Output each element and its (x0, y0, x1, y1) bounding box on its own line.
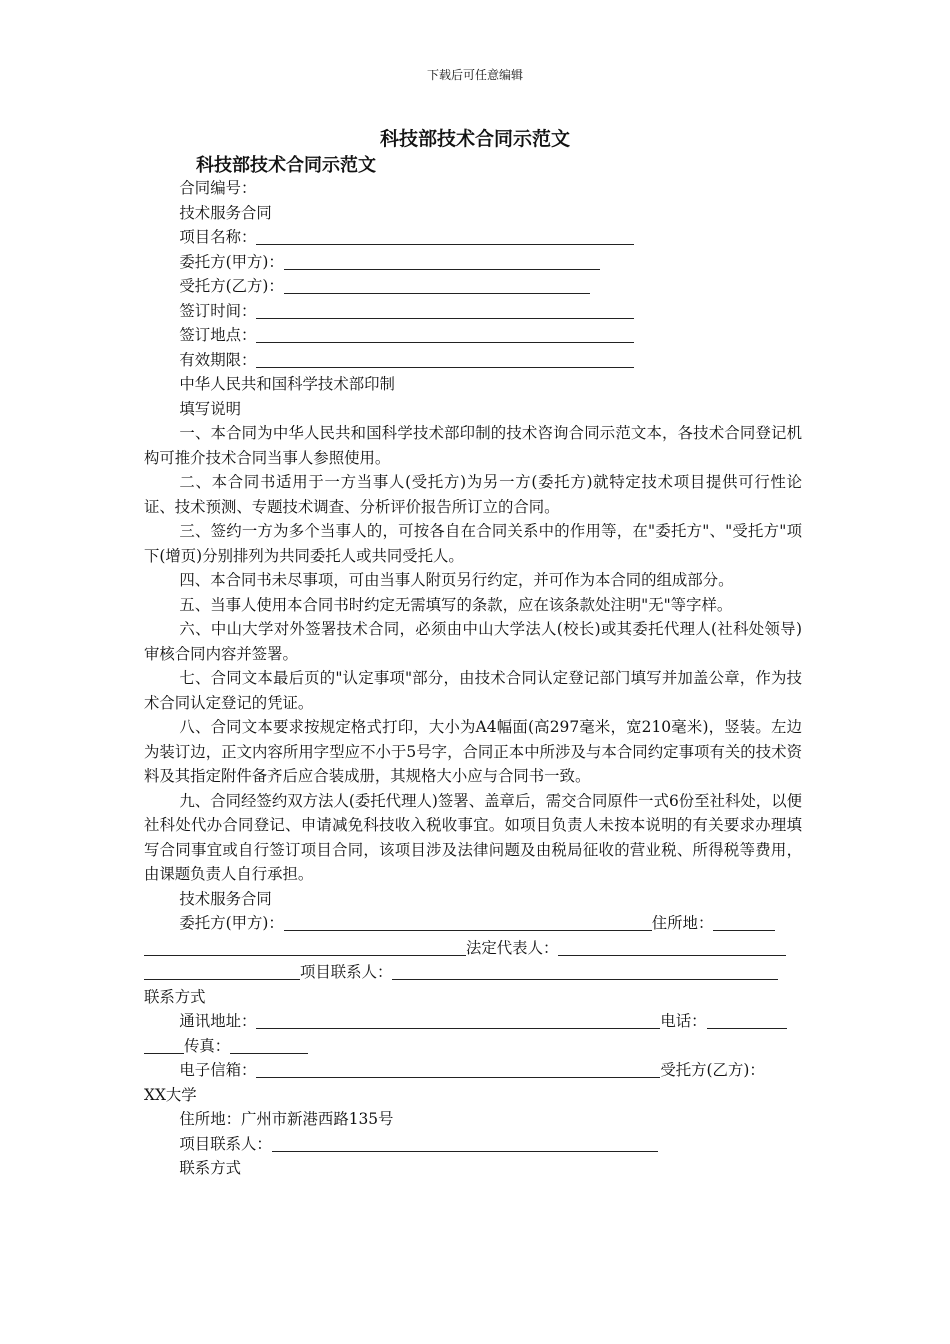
project-name-blank (256, 228, 634, 245)
contractor-blank (284, 277, 590, 294)
sign-place-line (144, 323, 802, 348)
form-mail-blank (256, 1012, 660, 1029)
contract-type-2: 技术服务合同 (179, 889, 272, 908)
form-address-blank (713, 914, 775, 931)
instruction-paragraph: 九、合同经签约双方法人(委托代理人)签署、盖章后，需交合同原件一式6份至社科处，以便社科处代办合同登记、申请减免科技收入税收事宜。如项目负责人未按本说明的有关要求办理填写合同事宜或自行签订项目合同，该项目涉及法律问题及由税局征收的营业税、所得税等费用，由课题负责人自行承担。 (144, 791, 802, 883)
form-project-contact-line-2 (144, 1132, 802, 1157)
form-phone-blank (707, 1012, 787, 1029)
client-line (144, 250, 802, 275)
client-label: 委托方(甲方)： (179, 252, 284, 271)
form-email-line (144, 1058, 802, 1083)
form-fax-label: 传真： (184, 1036, 231, 1055)
form-project-contact-line (144, 960, 802, 985)
form-address-blank-cont (144, 939, 466, 956)
form-phone-label: 电话： (660, 1012, 707, 1030)
contract-type: 技术服务合同 (179, 203, 272, 222)
valid-period-line (144, 348, 802, 373)
form-mail-line (144, 1009, 802, 1034)
instruction-paragraph: 三、签约一方为多个当事人的，可按各自在合同关系中的作用等，在"委托方"、"受托方"项下(增页)分别排列为共同委托人或共同受托人。 (144, 522, 802, 565)
form-mail-label: 通讯地址： (179, 1012, 257, 1030)
instruction-paragraph: 八、合同文本要求按规定格式打印，大小为A4幅面(高297毫米，宽210毫米)，竖装。左边为装订边，正文内容所用字型应不小于5号字，合同正本中所涉及与本合同约定事项有关的技术资料及其指定附件备齐后应合装成册，其规格大小应与合同书一致。 (144, 718, 802, 785)
instruction-paragraph: 五、当事人使用本合同书时约定无需填写的条款，应在该条款处注明"无"等字样。 (179, 595, 733, 614)
valid-period-label: 有效期限： (179, 350, 257, 369)
form-fax-line (144, 1034, 802, 1059)
document-body (144, 176, 802, 1181)
project-name-label: 项目名称： (179, 228, 257, 246)
form-address-label: 住所地： (651, 914, 714, 932)
sign-time-blank (256, 302, 634, 319)
instruction-paragraph: 二、本合同书适用于一方当事人(受托方)为另一方(委托方)就特定技术项目提供可行性论证、技术预测、专题技术调查、分析评价报告所订立的合同。 (144, 473, 802, 516)
sign-place-blank (256, 326, 634, 343)
form-fax-blank (230, 1037, 308, 1054)
sign-time-label: 签订时间： (179, 301, 257, 320)
page-header-note: 下载后可任意编辑 (426, 68, 523, 82)
instruction-paragraph: 一、本合同为中华人民共和国科学技术部印制的技术咨询合同示范文本，各技术合同登记机构可推介技术合同当事人参照使用。 (144, 424, 802, 467)
form-legal-rep-label: 法定代表人： (466, 938, 559, 957)
contract-number-line (144, 176, 802, 201)
form-contractor-label: 受托方(乙方)： (660, 1061, 765, 1079)
printer-line: 中华人民共和国科学技术部印制 (179, 375, 395, 393)
form-project-contact-blank-2 (272, 1135, 658, 1152)
client-blank (284, 253, 600, 270)
contract-number-label: 合同编号： (179, 179, 257, 197)
sign-time-line (144, 299, 802, 324)
instructions-title: 填写说明 (179, 399, 241, 418)
form-contact-method-2: 联系方式 (179, 1159, 241, 1177)
form-email-blank (256, 1061, 660, 1078)
instruction-paragraph: 七、合同文本最后页的"认定事项"部分，由技术合同认定登记部门填写并加盖公章，作为技术合同认定登记的凭证。 (144, 669, 802, 712)
form-legal-rep-blank-cont (144, 963, 300, 980)
project-name-line (144, 225, 802, 250)
form-contractor-address: 住所地：广州市新港西路135号 (179, 1110, 394, 1128)
instruction-paragraph: 六、中山大学对外签署技术合同，必须由中山大学法人(校长)或其委托代理人(社科处领导)审核合同内容并签署。 (144, 620, 802, 663)
form-client-label: 委托方(甲方)： (179, 914, 284, 932)
form-project-contact-label-2: 项目联系人： (179, 1134, 272, 1153)
form-project-contact-label: 项目联系人： (300, 963, 393, 981)
document-subtitle: 科技部技术合同示范文 (196, 155, 376, 176)
contractor-label: 受托方(乙方)： (179, 277, 284, 295)
form-legal-rep-line (144, 936, 802, 961)
sign-place-label: 签订地点： (179, 326, 257, 344)
form-project-contact-blank (392, 963, 778, 980)
document-title: 科技部技术合同示范文 (379, 128, 570, 150)
valid-period-blank (256, 351, 634, 368)
instruction-paragraph: 四、本合同书未尽事项，可由当事人附页另行约定，并可作为本合同的组成部分。 (179, 571, 734, 589)
form-email-label: 电子信箱： (179, 1061, 257, 1079)
form-legal-rep-blank (558, 939, 786, 956)
form-client-blank (284, 914, 652, 931)
contractor-line (144, 274, 802, 299)
form-contractor-name: XX大学 (144, 1085, 197, 1104)
form-client-line (144, 911, 802, 936)
form-phone-blank-cont (144, 1037, 184, 1054)
form-contact-method: 联系方式 (144, 987, 206, 1006)
